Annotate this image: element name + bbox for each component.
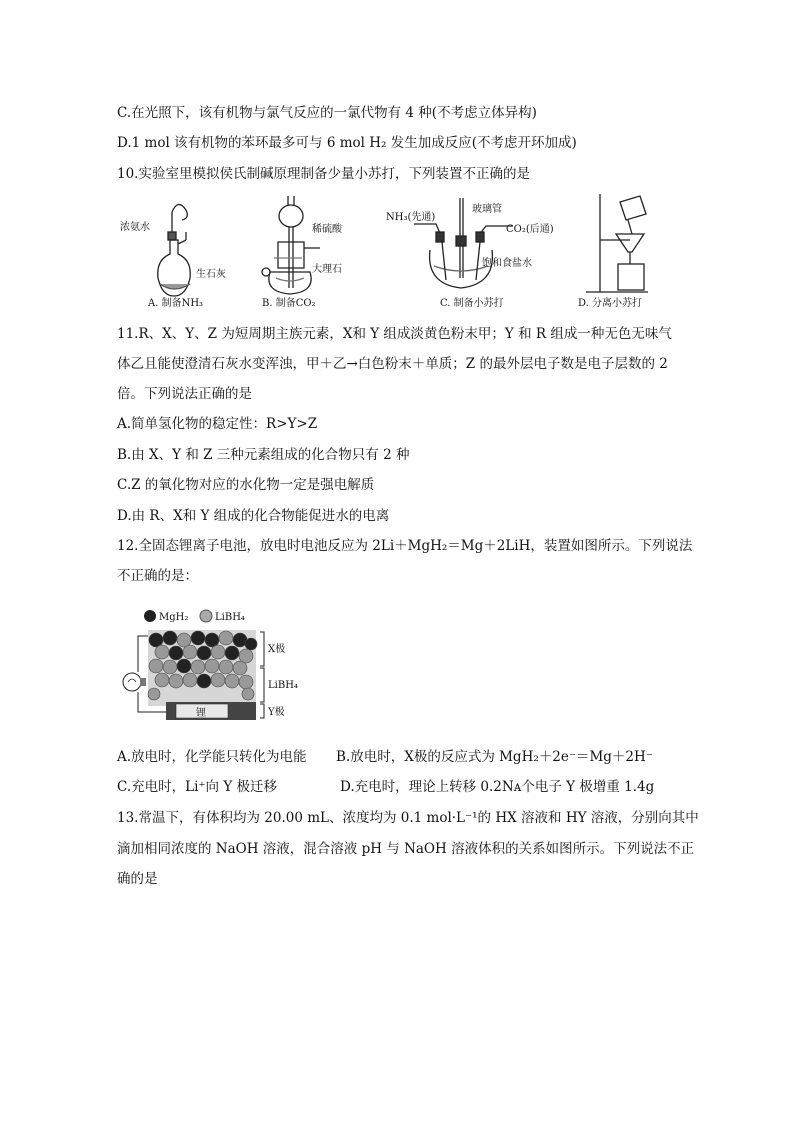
label-a1: 浓氨水 (120, 222, 150, 233)
q12-stem-line2: 不正确的是： (117, 568, 198, 584)
label-b2: 大理石 (312, 264, 342, 275)
caption-b: B. 制备CO₂ (262, 298, 316, 309)
q12-option-b: B.放电时，X极的反应式为 MgH₂＋2e⁻＝Mg＋2H⁻ (336, 749, 653, 765)
q12-option-d: D.充电时，理论上转移 0.2Nᴀ个电子 Y 极增重 1.4g (340, 779, 655, 795)
q11-option-d: D.由 R、X和 Y 组成的化合物能促进水的电离 (117, 508, 390, 524)
label-c2: 玻璃管 (472, 204, 502, 215)
q11-option-a: A.简单氢化物的稳定性：R>Y>Z (117, 416, 318, 432)
y-electrode-label: Y极 (268, 707, 285, 718)
q13-stem-line1: 13.常温下，有体积均为 20.00 mL、浓度均为 0.1 mol·L⁻¹的 HX 溶液和 HY 溶液，分别向其中 (117, 810, 699, 826)
apparatus-b (262, 196, 320, 294)
caption-d: D. 分离小苏打 (578, 298, 643, 309)
x-electrode-label: X极 (268, 644, 286, 655)
q12-option-c: C.充电时，Li⁺向 Y 极迁移 (117, 779, 278, 795)
q11-option-c: C.Z 的氧化物对应的水化物一定是强电解质 (117, 477, 375, 493)
apparatus-a (158, 204, 191, 296)
li-label: 锂 (196, 708, 206, 719)
legend-libh4: LiBH₄ (215, 612, 245, 623)
label-c1: NH₃(先通) (386, 212, 436, 223)
q11-stem-line1: 11.R、X、Y、Z 为短周期主族元素，X和 Y 组成淡黄色粉末甲；Y 和 R 组成一种无色无味气 (117, 326, 672, 342)
q13-stem-line2: 滴加相同浓度的 NaOH 溶液，混合溶液 pH 与 NaOH 溶液体积的关系如图所示。下列说法不正 (117, 841, 695, 857)
q10-apparatus-figure (0, 188, 794, 318)
caption-a: A. 制备NH₃ (148, 298, 204, 309)
q11-stem-line3: 倍。下列说法正确的是 (117, 386, 252, 402)
label-b1: 稀硫酸 (312, 224, 342, 235)
q11-stem-line2: 体乙且能使澄清石灰水变浑浊，甲＋乙→白色粉末＋单质；Z 的最外层电子数是电子层数的 2 (117, 356, 668, 372)
q11-option-b: B.由 X、Y 和 Z 三种元素组成的化合物只有 2 种 (117, 447, 410, 463)
q13-stem-line3: 确的是 (117, 871, 158, 887)
q9-option-d: D.1 mol 该有机物的苯环最多可与 6 mol H₂ 发生加成反应(不考虑开环加成) (117, 135, 577, 151)
apparatus-d (586, 194, 648, 292)
q10-stem: 10.实验室里模拟侯氏制碱原理制备少量小苏打，下列装置不正确的是 (117, 166, 530, 182)
q12-stem-line1: 12.全固态锂离子电池，放电时电池反应为 2Li＋MgH₂＝Mg＋2LiH，装置如图所示。下列说法 (117, 538, 693, 554)
libh4-layer-label: LiBH₄ (268, 680, 298, 691)
legend-mgh2: MgH₂ (159, 612, 189, 623)
label-a2: 生石灰 (196, 269, 226, 280)
label-c4: 饱和食盐水 (482, 258, 532, 269)
label-c3: CO₂(后通) (506, 224, 554, 235)
q9-option-c: C.在光照下，该有机物与氯气反应的一氯代物有 4 种(不考虑立体异构) (117, 105, 537, 121)
q12-option-a: A.放电时，化学能只转化为电能 (117, 749, 307, 765)
q12-battery-figure (118, 600, 318, 730)
caption-c: C. 制备小苏打 (440, 298, 504, 309)
